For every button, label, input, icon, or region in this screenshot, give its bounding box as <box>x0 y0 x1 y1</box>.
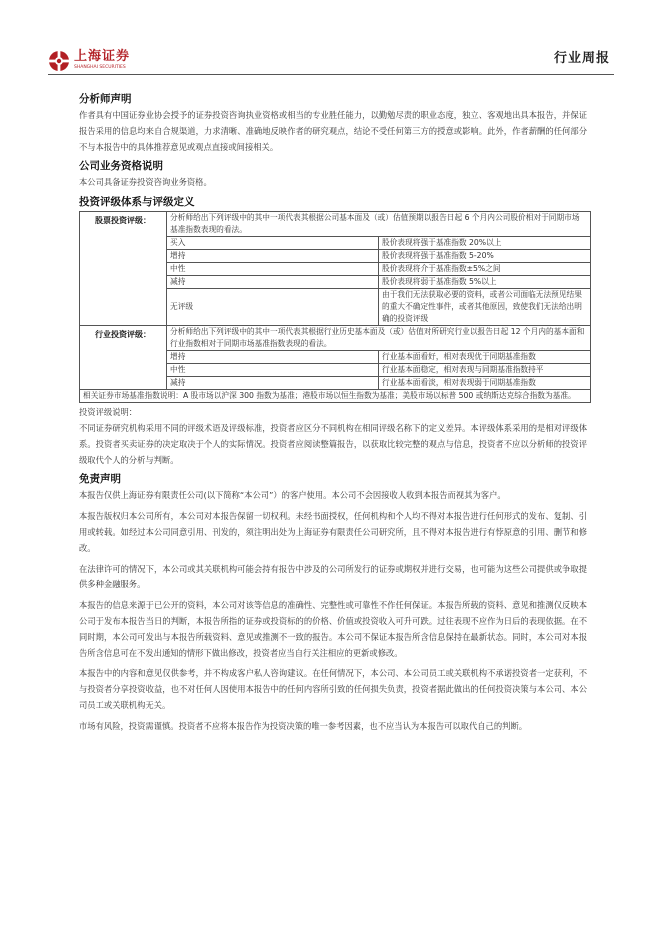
disclaimer-paragraph: 本报告版权归本公司所有，本公司对本报告保留一切权利。未经书面授权，任何机构和个人均不得对本报告进行任何形式的发布、复制、引用或转载。如经过本公司同意引用、刊发的，须注明出处为上海证券有限责任公司研究所，且不得对本报告进行有悖原意的引用、删节和修改。 <box>79 511 587 553</box>
stock-rating-intro-row <box>80 212 591 237</box>
benchmark-note: 相关证券市场基准指数说明：A 股市场以沪深 300 指数为基准；港股市场以恒生指数为基准；美股市场以标普 500 或纳斯达克综合指数为基准。 <box>80 390 591 403</box>
rating-definition: 行业基本面看好，相对表现优于同期基准指数 <box>379 351 591 364</box>
qualification-body: 本公司具备证券投资咨询业务资格。 <box>79 177 212 188</box>
rating-definition: 股价表现将介于基准指数±5%之间 <box>379 263 591 276</box>
rating-definition: 股价表现将弱于基准指数 5%以上 <box>379 276 591 289</box>
industry-rating-intro-row <box>80 326 591 351</box>
rating-level: 中性 <box>167 364 379 377</box>
rating-level: 买入 <box>167 237 379 250</box>
company-logo-icon <box>48 50 70 72</box>
rating-explain-body: 不同证券研究机构采用不同的评级术语及评级标准，投资者应区分不同机构在相同评级名称下的定义差异。本评级体系采用的是相对评级体系。投资者买卖证券的决定取决于个人的实际情况。投资者应阅读整篇报告，以获取比较完整的观点与信息，投资者不应以分析师的投资评级取代个人的分析与判断。 <box>79 422 587 465</box>
rating-explain-label: 投资评级说明： <box>79 407 138 418</box>
disclaimer-paragraph: 本报告仅供上海证券有限责任公司(以下简称“本公司”）的客户使用。本公司不会因接收人收到本报告而视其为客户。 <box>79 490 506 501</box>
rating-system-title: 投资评级体系与评级定义 <box>79 196 195 209</box>
disclaimer-paragraph: 本报告的信息来源于已公开的资料，本公司对该等信息的准确性、完整性或可靠性不作任何保证。本报告所载的资料、意见和推测仅反映本公司于发布本报告当日的判断，本报告所指的证券或投资标的的价格、价值或投资收入可升可跌。过往表现不应作为日后的表现依据。在不同时期，本公司可发出与本报告所载资料、意见或推测不一致的报告。本公司不保证本报告所含信息保持在最新状态。同时，本公司对本报告所含信息可在不发出通知的情形下做出修改，投资者应当自行关注相应的更新或修改。 <box>79 600 587 658</box>
company-name-en: SHANGHAI SECURITIES <box>74 65 126 70</box>
rating-definition: 由于我们无法获取必要的资料，或者公司面临无法预见结果的重大不确定性事件，或者其他原因，致使我们无法给出明确的投资评级 <box>379 289 591 326</box>
report-type-label: 行业周报 <box>553 51 610 66</box>
qualification-title: 公司业务资格说明 <box>79 160 163 173</box>
rating-level: 无评级 <box>167 289 379 326</box>
rating-definition-table <box>79 211 591 403</box>
rating-definition: 行业基本面看淡，相对表现弱于同期基准指数 <box>379 377 591 390</box>
rating-level: 减持 <box>167 276 379 289</box>
page-header <box>48 46 614 75</box>
rating-level: 增持 <box>167 351 379 364</box>
page-content <box>79 92 587 735</box>
disclaimer-paragraph: 市场有风险，投资需谨慎。投资者不应将本报告作为投资决策的唯一参考因素，也不应当认为本报告可以取代自己的判断。 <box>79 720 528 731</box>
rating-definition: 股价表现将强于基准指数 5-20% <box>379 250 591 263</box>
industry-rating-description: 分析师给出下列评级中的其中一项代表其根据行业历史基本面及（或）估值对所研究行业以报告日起 12 个月内的基本面和行业指数相对于同期市场基准指数表现的看法。 <box>167 326 591 351</box>
rating-definition: 行业基本面稳定，相对表现与同期基准指数持平 <box>379 364 591 377</box>
benchmark-note-row <box>80 390 591 403</box>
rating-level: 增持 <box>167 250 379 263</box>
company-name-cn: 上海证券 <box>74 49 131 64</box>
rating-definition: 股价表现将强于基准指数 20%以上 <box>379 237 591 250</box>
rating-level: 中性 <box>167 263 379 276</box>
rating-level: 减持 <box>167 377 379 390</box>
disclaimer-paragraph: 本报告中的内容和意见仅供参考，并不构成客户私人咨询建议。在任何情况下，本公司、本公司员工或关联机构不承诺投资者一定获利，不与投资者分享投资收益，也不对任何人因使用本报告中的任何内容所引致的任何损失负责，投资者据此做出的任何投资决策与本公司、本公司员工或关联机构无关。 <box>79 668 587 710</box>
analyst-statement-title: 分析师声明 <box>79 93 132 105</box>
disclaimer-title: 免责声明 <box>79 473 121 486</box>
disclaimer-paragraph: 在法律许可的情况下，本公司或其关联机构可能会持有报告中涉及的公司所发行的证券或期权并进行交易，也可能为这些公司提供或争取提供多种金融服务。 <box>79 563 587 590</box>
analyst-statement-body: 作者具有中国证券业协会授予的证券投资咨询执业资格或相当的专业胜任能力，以勤勉尽责的职业态度，独立、客观地出具本报告，并保证报告采用的信息均来自合规渠道，力求清晰、准确地反映作者的研究观点，结论不受任何第三方的授意或影响。此外，作者薪酬的任何部分不与本报告中的具体推荐意见或观点直接或间接相关。 <box>79 110 587 152</box>
stock-rating-label: 股票投资评级： <box>80 212 167 326</box>
stock-rating-description: 分析师给出下列评级中的其中一项代表其根据公司基本面及（或）估值预期以报告日起 6 个月内公司股价相对于同期市场基准指数表现的看法。 <box>167 212 591 237</box>
industry-rating-label: 行业投资评级： <box>80 326 167 390</box>
